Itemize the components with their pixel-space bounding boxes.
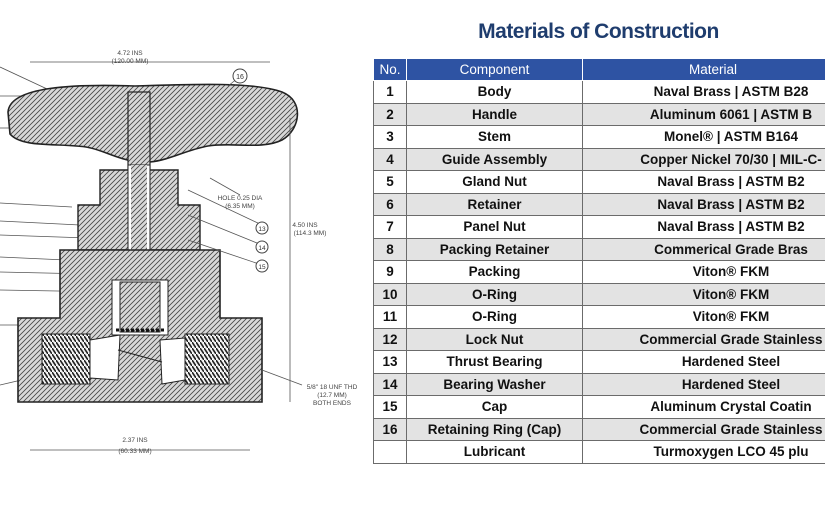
dim-hole-label: HOLE 0.25 DIA — [217, 195, 263, 202]
material-cell: Aluminum 6061 | ASTM B — [583, 103, 825, 126]
dim-port-note: BOTH ENDS — [313, 400, 351, 407]
valve-cross-section-diagram — [0, 40, 372, 470]
row-number-cell: 4 — [374, 148, 407, 171]
material-cell: Naval Brass | ASTM B2 — [583, 216, 825, 239]
dim-bottom-label: 2.37 INS — [122, 437, 148, 444]
material-cell: Commercial Grade Stainless — [583, 328, 825, 351]
callout-15: 15 — [258, 264, 266, 271]
table-row — [374, 216, 825, 239]
row-number-cell: 10 — [374, 283, 407, 306]
component-cell: Panel Nut — [407, 216, 583, 239]
component-cell: Gland Nut — [407, 171, 583, 194]
table-row — [374, 193, 825, 216]
page-title: Materials of Construction — [478, 20, 719, 43]
material-cell: Commerical Grade Bras — [583, 238, 825, 261]
material-cell: Viton® FKM — [583, 261, 825, 284]
table-row — [374, 261, 825, 284]
component-cell: Thrust Bearing — [407, 351, 583, 374]
row-number-cell — [374, 441, 407, 464]
dim-port-label: 5/8" 18 UNF THD — [306, 384, 358, 391]
material-cell: Viton® FKM — [583, 306, 825, 329]
dim-port-metric: (12.7 MM) — [317, 392, 347, 399]
table-row — [374, 171, 825, 194]
material-cell: Copper Nickel 70/30 | MIL-C- — [583, 148, 825, 171]
table-body — [374, 81, 825, 464]
row-number-cell: 8 — [374, 238, 407, 261]
table-row — [374, 441, 825, 464]
table-row — [374, 283, 825, 306]
table-row — [374, 238, 825, 261]
component-cell: Lock Nut — [407, 328, 583, 351]
row-number-cell: 1 — [374, 81, 407, 104]
component-cell: O-Ring — [407, 283, 583, 306]
table-row — [374, 396, 825, 419]
component-cell: Bearing Washer — [407, 373, 583, 396]
row-number-cell: 6 — [374, 193, 407, 216]
component-cell: Body — [407, 81, 583, 104]
table-row — [374, 81, 825, 104]
component-cell: Retainer — [407, 193, 583, 216]
component-cell: Packing — [407, 261, 583, 284]
dim-right-metric: (114.3 MM) — [293, 230, 327, 237]
material-cell: Naval Brass | ASTM B2 — [583, 193, 825, 216]
material-cell: Hardened Steel — [583, 351, 825, 374]
material-cell: Naval Brass | ASTM B28 — [583, 81, 825, 104]
material-cell: Viton® FKM — [583, 283, 825, 306]
component-cell: Stem — [407, 126, 583, 149]
component-cell: Lubricant — [407, 441, 583, 464]
dim-top-metric: (120.00 MM) — [111, 58, 149, 65]
material-cell: Aluminum Crystal Coatin — [583, 396, 825, 419]
materials-table — [373, 58, 825, 464]
callout-16: 16 — [236, 74, 244, 81]
dim-right-label: 4.50 INS — [292, 222, 318, 229]
table-row — [374, 148, 825, 171]
header-no: No. — [374, 59, 407, 81]
material-cell: Commercial Grade Stainless — [583, 418, 825, 441]
row-number-cell: 15 — [374, 396, 407, 419]
table-row — [374, 126, 825, 149]
row-number-cell: 11 — [374, 306, 407, 329]
row-number-cell: 5 — [374, 171, 407, 194]
table-row — [374, 328, 825, 351]
right-port-thread — [185, 334, 229, 384]
row-number-cell: 13 — [374, 351, 407, 374]
component-cell: Cap — [407, 396, 583, 419]
left-port-thread — [42, 334, 90, 384]
table-row — [374, 351, 825, 374]
table-header-row — [374, 59, 825, 81]
component-cell: Packing Retainer — [407, 238, 583, 261]
material-cell: Hardened Steel — [583, 373, 825, 396]
material-cell: Monel® | ASTM B164 — [583, 126, 825, 149]
row-number-cell: 9 — [374, 261, 407, 284]
callout-13: 13 — [258, 226, 266, 233]
header-component: Component — [407, 59, 583, 81]
row-number-cell: 3 — [374, 126, 407, 149]
table-row — [374, 373, 825, 396]
dim-top-label: 4.72 INS — [117, 50, 143, 57]
component-cell: Guide Assembly — [407, 148, 583, 171]
table-row — [374, 103, 825, 126]
row-number-cell: 14 — [374, 373, 407, 396]
header-material: Material — [583, 59, 825, 81]
material-cell: Naval Brass | ASTM B2 — [583, 171, 825, 194]
table-row — [374, 306, 825, 329]
dim-bottom-metric: (60.33 MM) — [118, 448, 152, 455]
component-cell: Retaining Ring (Cap) — [407, 418, 583, 441]
component-cell: O-Ring — [407, 306, 583, 329]
dim-hole-metric: (6.35 MM) — [225, 203, 255, 210]
row-number-cell: 2 — [374, 103, 407, 126]
callout-14: 14 — [258, 245, 266, 252]
row-number-cell: 16 — [374, 418, 407, 441]
table-row — [374, 418, 825, 441]
component-cell: Handle — [407, 103, 583, 126]
row-number-cell: 12 — [374, 328, 407, 351]
row-number-cell: 7 — [374, 216, 407, 239]
material-cell: Turmoxygen LCO 45 plu — [583, 441, 825, 464]
materials-table-container — [373, 58, 825, 464]
handle-shape — [8, 84, 297, 162]
